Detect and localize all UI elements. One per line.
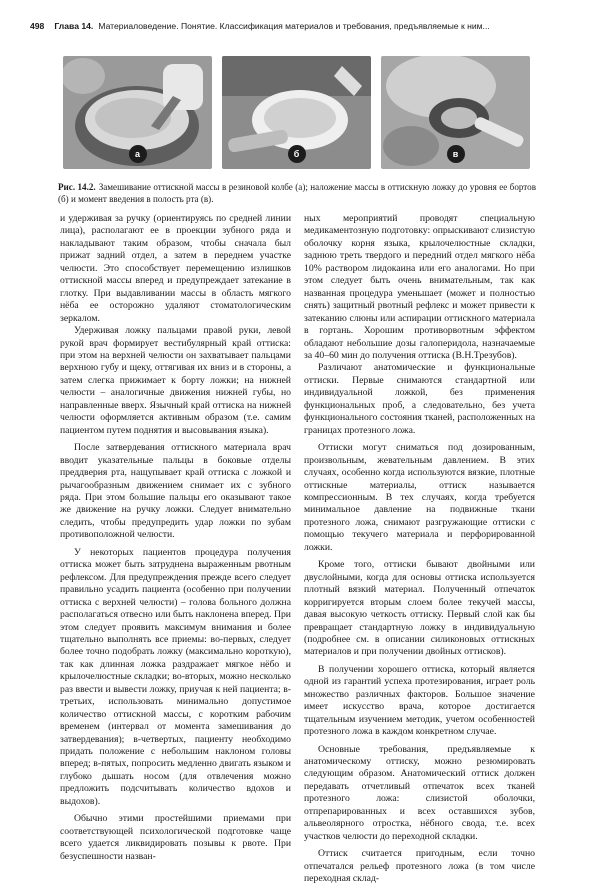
- photo-label-a: а: [129, 145, 147, 163]
- figure-photo-b: [222, 56, 371, 169]
- photo-label-b: б: [288, 145, 306, 163]
- running-header: [30, 21, 560, 35]
- chapter-title: Материаловедение. Понятие. Классификация материалов и требования, предъявляемые к ним...: [98, 21, 490, 31]
- figure-photo-v: [381, 56, 530, 169]
- figure-caption-label: Рис. 14.2.: [58, 182, 96, 192]
- paragraph: Кроме того, оттиски бывают двойными или двуслойными, когда для основы оттиска используется плотный вязкий материал. Полученный отпечаток корригируется вторым слоем более текучей массы, давая высокую четкость оттиску. Первый слой как бы превращает стандартную ложку в индивидуальную (подробнее см. в описании силиконовых оттискных материалов и при получении двойных оттисков).: [304, 559, 535, 658]
- page-number: 498: [30, 21, 45, 31]
- paragraph: Обычно этими простейшими приемами при соответствующей психологической подготовке чаще всего удается ликвидировать позывы к рвоте. При безуспешности назван-: [60, 813, 291, 862]
- figure-caption: [58, 182, 536, 205]
- paragraph: После затвердевания оттискного материала врач вводит указательные пальцы в боковые отделы преддверия рта, нащупывает край оттиска с ложкой и рычагообразным движением снимает их с зубного ряда. При этом большие пальцы его оказывают такое же движение на ручку ложки. Следует внимательно следить, чтобы предупредить удар ложки по зубам противоположной челюсти.: [60, 442, 291, 541]
- paragraph: У некоторых пациентов процедура получения оттиска может быть затруднена выраженным рвотным рефлексом. Для предупреждения прежде всего следует правильно усадить пациента (особенно при получении оттиска с верхней челюсти) – голова больного должна располагаться отвесно или быть наклонена вперед. При этом следует проявить максимум внимания и более тщательно выполнять все приемы: во-первых, следует более точно подобрать ложку (максимально короткую), так как длинная ложка раздражает мягкое нёбо и крылочелюстные складки; во-вторых, можно несколько раз ввести и вывести ложку, приучая к ней пациента; в-третьих, использовать минимально допустимое количество оттискной массы, с коротким рабочим временем (интервал от момента замешивания до затвердевания); в-четвертых, пациенту необходимо придать положение с небольшим наклоном головы вперед; в-пятых, попросить медленно двигать языком и глубоко дышать носом (для отвлечения можно предложить подсчитывать количество вдохов и выдохов).: [60, 546, 291, 807]
- paragraph: Основные требования, предъявляемые к анатомическому оттиску, можно резюмировать следующим образом. Анатомический оттиск должен передавать отчетливый отпечаток всех тканей протезного ложа: слизистой оболочки, отпрепарированных и всех оставшихся зубов, альвеолярного отростка, нёбного свода, т.е. всех участков челюсти до переходной складки.: [304, 743, 535, 842]
- paragraph: ных мероприятий проводят специальную медикаментозную подготовку: опрыскивают слизистую оболочку корня языка, крылочелюстные складки, заднюю треть твердого и передний отдел мягкого нёба 10% раствором лидокаина или его аналогами. Но при этом следует быть очень внимательным, так как названная процедура уменьшает (может и полностью снять) защитный рвотный рефлекс и может привести к затеканию слюны или аспирации оттискного материала в гортань. Хорошим противорвотным эффектом обладают небольшие дозы галоперидола, назначаемые за 40–60 мин до получения оттиска (В.Н.Трезубов).: [304, 213, 535, 361]
- left-column: [60, 213, 291, 863]
- right-column: [304, 213, 535, 886]
- paragraph: Удерживая ложку пальцами правой руки, левой рукой врач формирует вестибулярный край оттиска: при этом на верхней челюсти он захватывает пальцами верхнюю губу и щеку, оттягивая их вниз и в стороны, а затем слегка прижимает к борту ложки; на нижней челюсти – аналогичные движения нижней губы, но направленные вверх. Язычный край оттиска на нижней челюсти оформляется активным образом (т.е. самим пациентом путем поднятия и высовывания языка).: [60, 325, 291, 436]
- paragraph: Различают анатомические и функциональные оттиски. Первые снимаются стандартной или индивидуальной ложкой, без применения функциональных проб, а следовательно, без учета функционального состояния тканей, расположенных на границах протезного ложа.: [304, 362, 535, 436]
- paragraph: Оттиск считается пригодным, если точно отпечатался рельеф протезного ложа (в том числе переходная склад-: [304, 848, 535, 885]
- paragraph: и удерживая за ручку (ориентируясь по средней линии лица), располагают ее в проекции зубного ряда и накладывают таким образом, чтобы сначала был прижат задний отдел, а затем в переднем участке челюсти. Это способствует перемещению излишков оттискной массы вперед и предупреждает затекание в глотку. При выдавливании массы в область мягкого нёба ее осторожно удаляют стоматологическим зеркалом.: [60, 213, 291, 324]
- chapter-label: Глава 14.: [54, 21, 94, 31]
- figure-photo-a: [63, 56, 212, 169]
- figure-caption-text: Замешивание оттискной массы в резиновой колбе (а); наложение массы в оттискную ложку до уровня ее бортов (б) и момент введения в полость рта (в).: [58, 182, 536, 204]
- photo-label-v: в: [447, 145, 465, 163]
- paragraph: В получении хорошего оттиска, который является одной из гарантий успеха протезирования, играет роль множество различных факторов. Большое значение имеет искусство врача, которое достигается тщательным изучением методик, учетом особенностей протезного ложа в каждом конкретном случае.: [304, 663, 535, 738]
- paragraph: Оттиски могут сниматься под дозированным, произвольным, жевательным давлением. В этих случаях, особенно когда используются вязкие, плотные оттискные материалы, оттиск называется компрессионным. В тех случаях, когда требуется минимальное давление на подвижные ткани протезного ложа, снимают разгружающие оттиски с помощью текучего материала и перфорированной ложки.: [304, 442, 535, 553]
